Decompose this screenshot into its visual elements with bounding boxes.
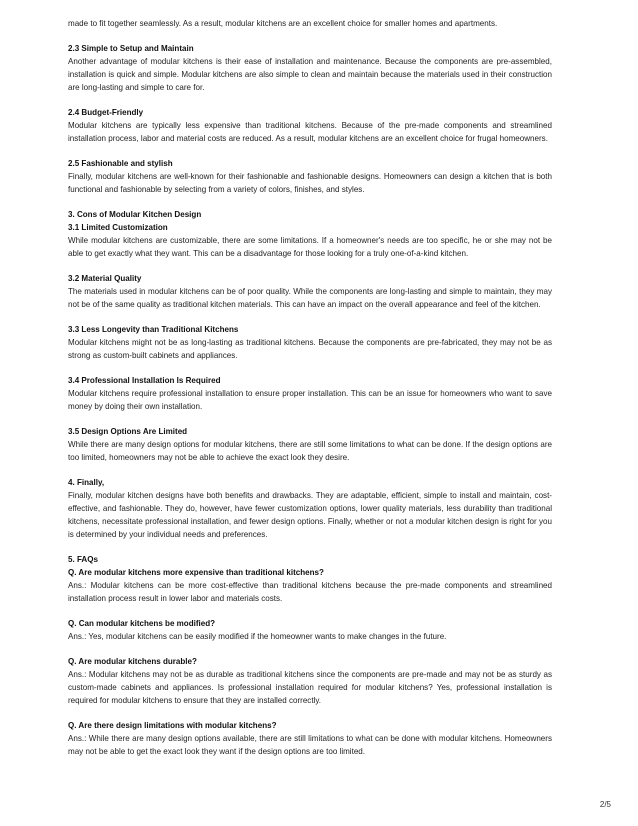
paragraph: Modular kitchens require professional installation to ensure proper installation. This can be an issue for homeowners who want to save money by doing their own installation. <box>68 389 552 411</box>
section-heading: 3.4 Professional Installation Is Required <box>68 376 221 385</box>
paragraph: Ans.: Modular kitchens may not be as durable as traditional kitchens since the components are pre-made and may not be as sturdy as custom-made cabinets and appliances. Is professional installation required for modular kitchens? Yes, professional installation is required for modular kitchens to ensure that they are installed correctly. <box>68 670 552 705</box>
section-heading: Q. Can modular kitchens be modified? <box>68 619 216 628</box>
document-body <box>68 17 552 758</box>
page-number: 2/5 <box>599 800 611 809</box>
section-heading: 2.3 Simple to Setup and Maintain <box>68 44 194 53</box>
section-heading: 2.5 Fashionable and stylish <box>68 159 173 168</box>
paragraph: Ans.: While there are many design options available, there are still limitations to what can be done with modular kitchens. Homeowners may not be able to get the exact look they want if the design options are too limited. <box>68 734 552 756</box>
section-heading: 3. Cons of Modular Kitchen Design <box>68 210 202 219</box>
section-heading: Q. Are modular kitchens more expensive than traditional kitchens? <box>68 568 324 577</box>
section-heading: 3.3 Less Longevity than Traditional Kitchens <box>68 325 239 334</box>
paragraph: made to fit together seamlessly. As a result, modular kitchens are an excellent choice for smaller homes and apartments. <box>68 19 498 28</box>
section-heading: 3.5 Design Options Are Limited <box>68 427 188 436</box>
paragraph: While there are many design options for modular kitchens, there are still some limitations to what can be done. If the design options are too limited, homeowners may not be able to achieve the exact look they desire. <box>68 440 552 462</box>
section-gap <box>68 362 552 374</box>
section-heading: 2.4 Budget-Friendly <box>68 108 144 117</box>
section-heading: Q. Are there design limitations with modular kitchens? <box>68 721 277 730</box>
section-gap <box>68 311 552 323</box>
section-gap <box>68 707 552 719</box>
paragraph: Ans.: Modular kitchens can be more cost-effective than traditional kitchens because the pre-made components and streamlined installation process result in lower labor and materials costs. <box>68 581 552 603</box>
section-gap <box>68 145 552 157</box>
section-heading: 3.2 Material Quality <box>68 274 142 283</box>
paragraph: Modular kitchens are typically less expensive than traditional kitchens. Because of the pre-made components and streamlined installation process, labor and material costs are reduced. As a result, modular kitchens are an excellent choice for frugal homeowners. <box>68 121 552 143</box>
paragraph: Ans.: Yes, modular kitchens can be easily modified if the homeowner wants to make changes in the future. <box>68 632 447 641</box>
section-gap <box>68 541 552 553</box>
section-heading: Q. Are modular kitchens durable? <box>68 657 197 666</box>
paragraph: Another advantage of modular kitchens is their ease of installation and maintenance. Because the components are pre-assembled, installation is quick and simple. Modular kitchens are also simple to clean and maintain because the materials used in their construction are long-lasting and simple to care for. <box>68 57 552 92</box>
section-gap <box>68 196 552 208</box>
paragraph: Finally, modular kitchen designs have both benefits and drawbacks. They are adaptable, efficient, simple to install and maintain, cost-effective, and fashionable. They do, however, have fewer customization options, lower quality materials, less durability than traditional kitchens, necessitate professional installation, and fewer design options. Finally, whether or not a modular kitchen design is right for you is determined by your individual needs and preferences. <box>68 491 552 539</box>
section-gap <box>68 464 552 476</box>
section-gap <box>68 94 552 106</box>
section-gap <box>68 260 552 272</box>
section-heading: 5. FAQs <box>68 555 98 564</box>
section-heading: 4. Finally, <box>68 478 105 487</box>
paragraph: The materials used in modular kitchens can be of poor quality. While the components are long-lasting and simple to maintain, they may not be of the same quality as traditional kitchen materials. This can have an impact on the overall appearance and feel of the kitchen. <box>68 287 552 309</box>
section-gap <box>68 643 552 655</box>
section-gap <box>68 605 552 617</box>
paragraph: While modular kitchens are customizable, there are some limitations. If a homeowner's needs are too specific, he or she may not be able to get exactly what they want. This can be a disadvantage for those looking for a truly one-of-a-kind kitchen. <box>68 236 552 258</box>
section-gap <box>68 30 552 42</box>
section-gap <box>68 413 552 425</box>
paragraph: Finally, modular kitchens are well-known for their fashionable and fashionable designs. Homeowners can design a kitchen that is both functional and fashionable by selecting from a variety of colors, finishes, and styles. <box>68 172 552 194</box>
section-heading: 3.1 Limited Customization <box>68 223 168 232</box>
paragraph: Modular kitchens might not be as long-lasting as traditional kitchens. Because the components are pre-fabricated, they may not be as strong as custom-built cabinets and appliances. <box>68 338 552 360</box>
